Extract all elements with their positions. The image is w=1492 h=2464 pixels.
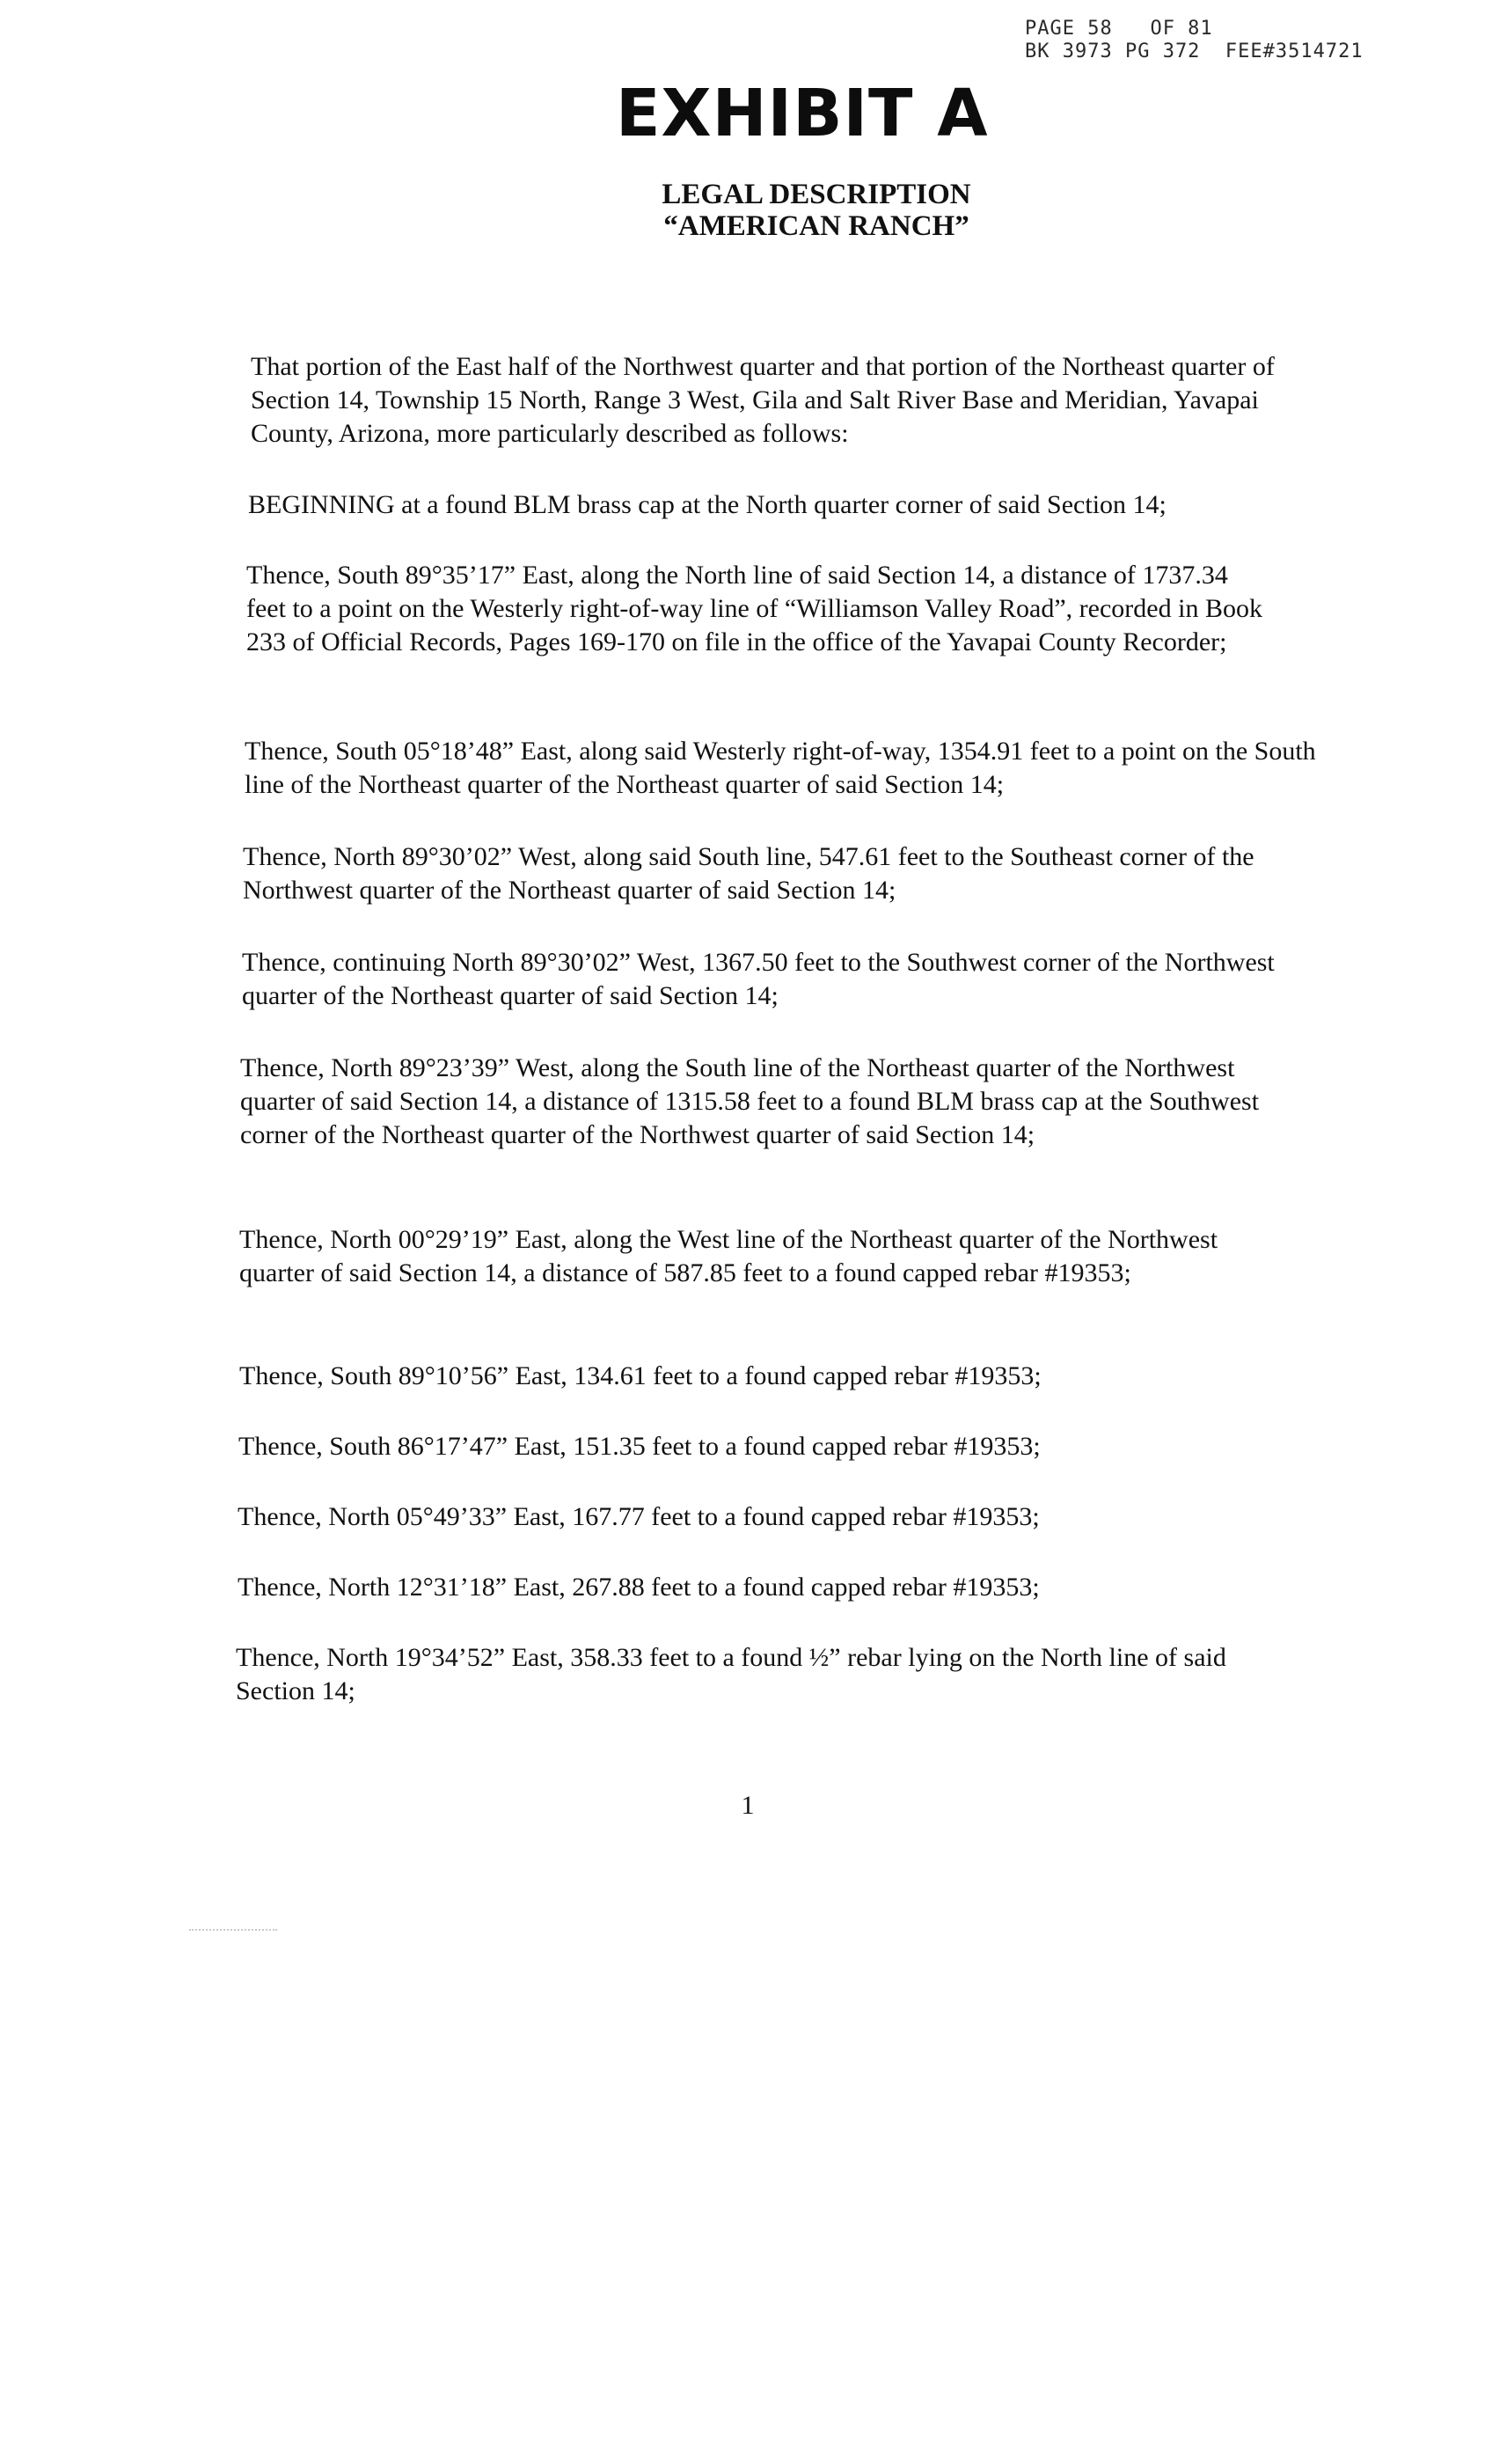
legal-description-heading: LEGAL DESCRIPTION [662, 179, 971, 210]
property-name-heading: “AMERICAN RANCH” [663, 210, 969, 242]
recording-stamp-page: PAGE 58 OF 81 [1025, 18, 1213, 40]
course-paragraph: Thence, South 05°18’48” East, along said Westerly right-of-way, 1354.91 feet to a point on the South line of the Northeast quarter of the Northeast quarter of said Section 14; [245, 737, 1316, 799]
course-paragraph: Thence, South 89°10’56” East, 134.61 feet to a found capped rebar #19353; [239, 1361, 1042, 1390]
course-paragraph: Thence, North 12°31’18” East, 267.88 feet to a found capped rebar #19353; [238, 1573, 1040, 1602]
course-paragraph: Thence, North 19°34’52” East, 358.33 feet to a found ½” rebar lying on the North line of said Section 14; [236, 1643, 1226, 1705]
beginning-paragraph: BEGINNING at a found BLM brass cap at the North quarter corner of said Section 14; [248, 490, 1167, 519]
recording-stamp [1025, 18, 1364, 63]
course-paragraph: Thence, North 00°29’19” East, along the West line of the Northeast quarter of the Northwest quarter of said Section 14, a distance of 587.85 feet to a found capped rebar #19353; [239, 1225, 1218, 1287]
course-paragraph: Thence, continuing North 89°30’02” West, 1367.50 feet to the Southwest corner of the Northwest quarter of the Northeast quarter of said Section 14; [242, 948, 1275, 1010]
course-paragraph: Thence, North 05°49’33” East, 167.77 feet to a found capped rebar #19353; [238, 1502, 1040, 1531]
intro-paragraph: That portion of the East half of the Northwest quarter and that portion of the Northeast quarter of Section 14, Township 15 North, Range 3 West, Gila and Salt River Base and Meridian, Yavapai County, Arizona, more particularly described as follows: [251, 352, 1275, 448]
course-paragraph: Thence, North 89°23’39” West, along the South line of the Northeast quarter of the Northwest quarter of said Section 14, a distance of 1315.58 feet to a found BLM brass cap at the Southwest corner of the Northeast quarter of the Northwest quarter of said Section 14; [240, 1053, 1260, 1149]
course-paragraph: Thence, North 89°30’02” West, along said South line, 547.61 feet to the Southeast corner of the Northwest quarter of the Northeast quarter of said Section 14; [243, 842, 1254, 905]
course-paragraph: Thence, South 86°17’47” East, 151.35 feet to a found capped rebar #19353; [238, 1432, 1041, 1461]
page-number: 1 [741, 1791, 755, 1820]
course-paragraph: Thence, South 89°35’17” East, along the North line of said Section 14, a distance of 1737.34 feet to a point on the Westerly right-of-way line of “Williamson Valley Road”, recorded in Book 233 of Official Records, Pages 169-170 on file in the office of the Yavapai County Recorder; [246, 561, 1262, 656]
scan-artifact [189, 1929, 277, 1931]
recording-stamp-book: BK 3973 PG 372 FEE#3514721 [1025, 40, 1364, 62]
exhibit-title: EXHIBIT A [616, 76, 989, 151]
